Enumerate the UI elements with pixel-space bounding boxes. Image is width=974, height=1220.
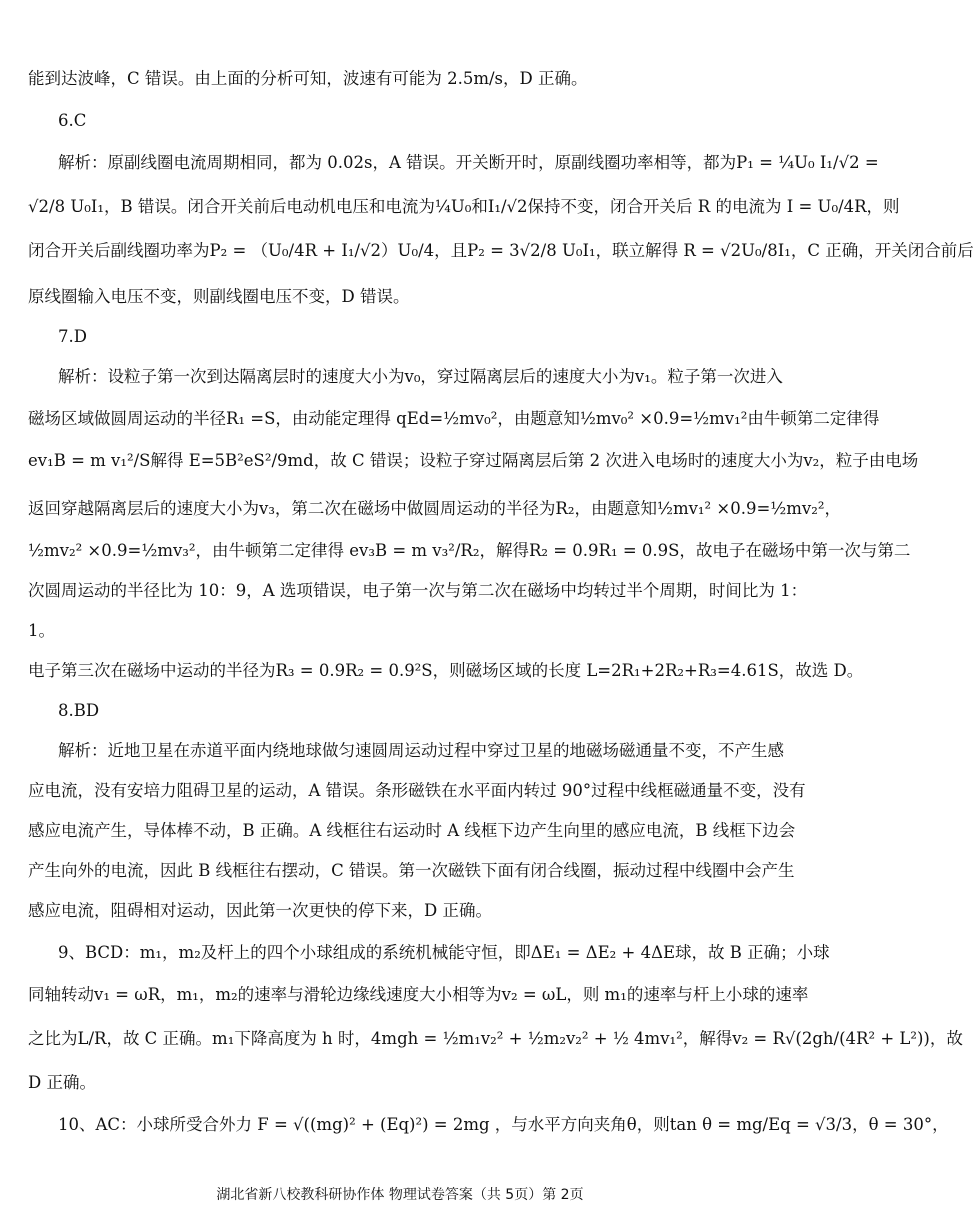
page-footer: 湖北省新八校教科研协作体 物理试卷答案（共 5页）第 2页	[216, 1187, 584, 1203]
text-line: 感应电流，阻碍相对运动，因此第一次更快的停下来，D 正确。	[28, 901, 492, 920]
question-heading: 6.C	[58, 111, 87, 130]
text-line: 电子第三次在磁场中运动的半径为R₃ = 0.9R₂ = 0.9²S，则磁场区域的长度 L=2R₁+2R₂+R₃=4.61S，故选 D。	[28, 661, 864, 680]
question-heading: 8.BD	[58, 701, 100, 720]
text-line: 能到达波峰，C 错误。由上面的分析可知，波速有可能为 2.5m/s，D 正确。	[28, 69, 588, 88]
text-line: 产生向外的电流，因此 B 线框往右摆动，C 错误。第一次磁铁下面有闭合线圈，振动过程中线圈中会产生	[28, 861, 795, 880]
text-line: 解析：近地卫星在赤道平面内绕地球做匀速圆周运动过程中穿过卫星的地磁场磁通量不变，不产生感	[58, 741, 784, 760]
question-heading: 7.D	[58, 327, 87, 346]
text-line: 闭合开关后副线圈功率为P₂ = （U₀/4R + I₁/√2）U₀/4，且P₂ = 3√2/8 U₀I₁，联立解得 R = √2U₀/8I₁，C 正确，开关闭合前后	[28, 241, 974, 260]
text-line: 返回穿越隔离层后的速度大小为v₃，第二次在磁场中做圆周运动的半径为R₂，由题意知½mv₁² ×0.9=½mv₂²，	[28, 499, 841, 518]
text-line: 感应电流产生，导体棒不动，B 正确。A 线框往右运动时 A 线框下边产生向里的感应电流，B 线框下边会	[28, 821, 796, 840]
text-line: D 正确。	[28, 1073, 96, 1092]
text-line: ev₁B = m v₁²/S解得 E=5B²eS²/9md，故 C 错误；设粒子穿过隔离层后第 2 次进入电场时的速度大小为v₂，粒子由电场	[28, 451, 919, 470]
text-line: 之比为L/R，故 C 正确。m₁下降高度为 h 时，4mgh = ½m₁v₂² + ½m₂v₂² + ½ 4mv₁²，解得v₂ = R√(2gh/(4R² + L²))，故	[28, 1029, 963, 1048]
text-line: ½mv₂² ×0.9=½mv₃²，由牛顿第二定律得 ev₃B = m v₃²/R₂，解得R₂ = 0.9R₁ = 0.9S，故电子在磁场中第一次与第二	[28, 541, 911, 560]
text-line: 次圆周运动的半径比为 10：9，A 选项错误，电子第一次与第二次在磁场中均转过半个周期，时间比为 1：	[28, 581, 808, 600]
text-line: 解析：设粒子第一次到达隔离层时的速度大小为v₀，穿过隔离层后的速度大小为v₁。粒子第一次进入	[58, 367, 783, 386]
text-line: √2/8 U₀I₁，B 错误。闭合开关前后电动机电压和电流为¼U₀和I₁/√2保持不变，闭合开关后 R 的电流为 I = U₀/4R，则	[28, 197, 900, 216]
text-line: 10、AC：小球所受合外力 F = √((mg)² + (Eq)²) = 2mg ，与水平方向夹角θ，则tan θ = mg/Eq = √3/3，θ = 30°，	[58, 1115, 949, 1134]
text-line: 同轴转动v₁ = ωR，m₁，m₂的速率与滑轮边缘线速度大小相等为v₂ = ωL，则 m₁的速率与杆上小球的速率	[28, 985, 809, 1004]
text-line: 1。	[28, 621, 55, 640]
text-line: 解析：原副线圈电流周期相同，都为 0.02s，A 错误。开关断开时，原副线圈功率相等，都为P₁ = ¼U₀ I₁/√2 =	[58, 153, 879, 172]
text-line: 应电流，没有安培力阻碍卫星的运动，A 错误。条形磁铁在水平面内转过 90°过程中线框磁通量不变，没有	[28, 781, 806, 800]
text-line: 磁场区域做圆周运动的半径R₁ =S，由动能定理得 qEd=½mv₀²，由题意知½mv₀² ×0.9=½mv₁²由牛顿第二定律得	[28, 409, 880, 428]
text-line: 原线圈输入电压不变，则副线圈电压不变，D 错误。	[28, 287, 410, 306]
text-line: 9、BCD：m₁，m₂及杆上的四个小球组成的系统机械能守恒，即ΔE₁ = ΔE₂ + 4ΔE球，故 B 正确；小球	[58, 943, 830, 962]
